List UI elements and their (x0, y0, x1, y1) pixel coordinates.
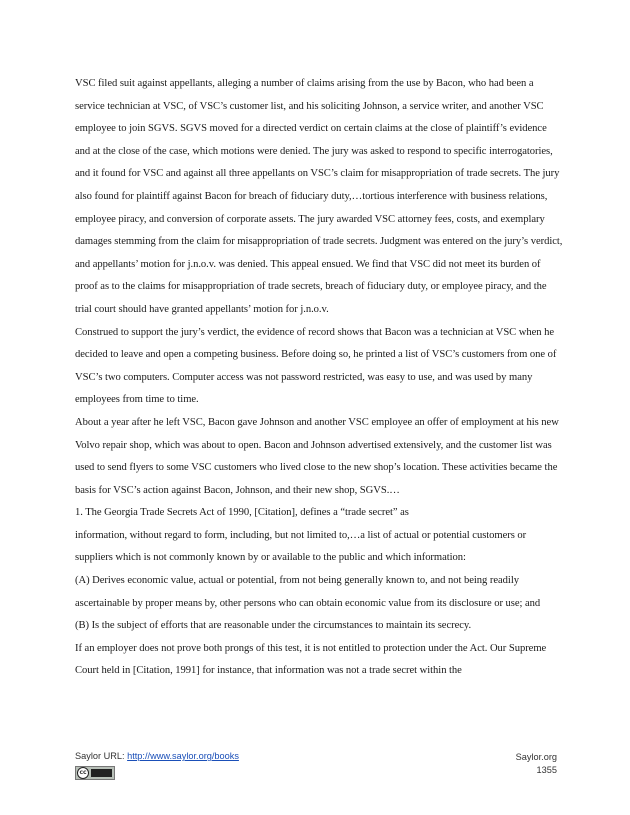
paragraph-3: About a year after he left VSC, Bacon gave Johnson and another VSC employee an offer of employment at his new Volvo repair shop, which was about to open. Bacon and Johnson advertised extensively, and the customer list was used to send flyers to some VSC customers who lived close to the new shop’s location. These activities became the basis for VSC’s action against Bacon, Johnson, and their new shop, SGVS.… (75, 416, 559, 496)
footer-url-link[interactable]: http://www.saylor.org/books (127, 751, 239, 761)
paragraph-8: If an employer does not prove both prongs of this test, it is not entitled to protection under the Act. Our Supreme Court held in [Citation, 1991] for instance, that information was not a trade secret within the (75, 642, 547, 677)
footer-source (75, 751, 239, 761)
footer-site: Saylor.org (515, 752, 557, 762)
paragraph-7: (B) Is the subject of efforts that are reasonable under the circumstances to maintain its secrecy. (75, 620, 472, 632)
creative-commons-by-icon (75, 766, 115, 780)
footer-url-prefix: Saylor URL: (75, 751, 128, 761)
footer-page-info (516, 751, 557, 777)
paragraph-2: Construed to support the jury’s verdict, the evidence of record shows that Bacon was a technician at VSC when he decided to leave and open a competing business. Before doing so, he printed a list of VSC’s customers from one of VSC’s two computers. Computer access was not password restricted, was easy to use, and was used by many employees from time to time. (75, 326, 557, 406)
paragraph-4: 1. The Georgia Trade Secrets Act of 1990, [Citation], defines a “trade secret” as (75, 507, 409, 519)
paragraph-1: VSC filed suit against appellants, alleging a number of claims arising from the use by Bacon, who had been a service technician at VSC, of VSC’s customer list, and his soliciting Johnson, a service writer, and another VSC employee to join SGVS. SGVS moved for a directed verdict on certain claims at the close of plaintiff’s evidence and at the close of the case, which motions were denied. The jury was asked to respond to specific interrogatories, and it found for VSC and against all three appellants on VSC’s claim for misappropriation of trade secrets. The jury also found for plaintiff against Bacon for breach of fiduciary duty,…tortious interference with business relations, employee piracy, and conversion of corporate assets. The jury awarded VSC attorney fees, costs, and exemplary damages stemming from the claim for misappropriation of trade secrets. Judgment was entered on the jury’s verdict, and appellants’ motion for j.n.o.v. was denied. This appeal ensued. We find that VSC did not meet its burden of proof as to the claims for misappropriation of trade secrets, breach of fiduciary duty, or employee piracy, and the trial court should have granted appellants’ motion for j.n.o.v. (75, 78, 563, 315)
cc-by-bar (91, 769, 112, 777)
page-number: 1355 (536, 765, 557, 775)
cc-circle-icon: cc (77, 767, 89, 779)
page-body (75, 73, 563, 683)
paragraph-5: information, without regard to form, including, but not limited to,…a list of actual or potential customers or suppliers which is not commonly known by or available to the public and which information: (75, 529, 527, 564)
paragraph-6: (A) Derives economic value, actual or potential, from not being generally known to, and not being readily ascertainable by proper means by, other persons who can obtain economic value from its disclosure or use; and (75, 575, 541, 609)
